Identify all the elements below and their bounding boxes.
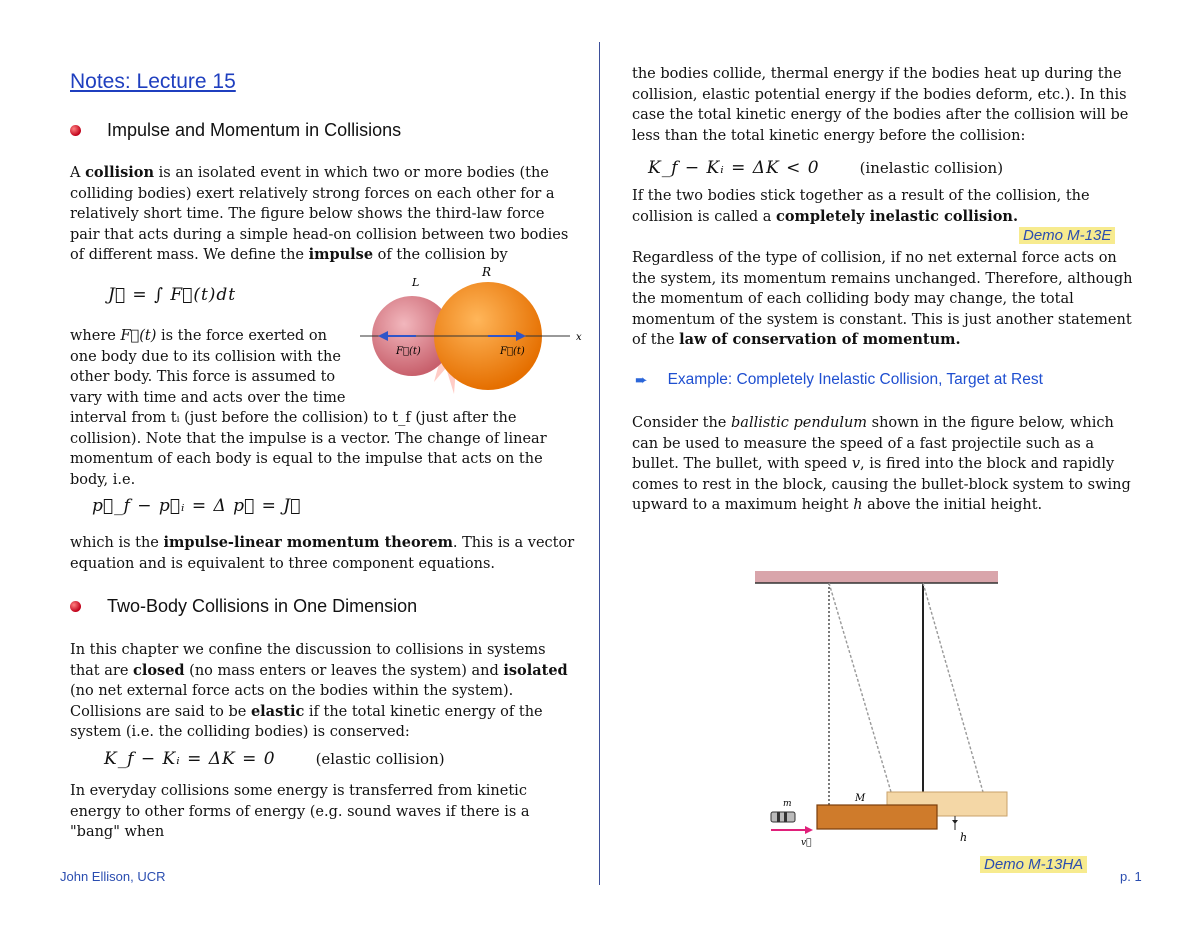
label-v: v⃗ [801,838,812,848]
paragraph-conservation: Regardless of the type of collision, if no net external force acts on the system, its momentum remains unchanged. Therefore, although the momentum of each colliding body may change, the total momentum of the system is constant. This is just another statement of the law of conservation of momentum. [632,250,1133,348]
paragraph-completely-inelastic: If the two bodies stick together as a result of the collision, the collision is called a completely inelastic collision. [632,188,1090,225]
equation-momentum: p⃗_f − p⃗ᵢ = Δ p⃗ = J⃗ [92,496,302,516]
column-divider [599,42,600,885]
paragraph-closed-isolated: In this chapter we confine the discussion to collisions in systems that are closed (no mass enters or leaves the system) and isolated (no net external force acts on the bodies within the system). Collisions are said to be elastic if the total kinetic energy of the system (i.e. the colliding bodies) is conserved: [70,642,568,740]
ceiling-beam [755,571,998,583]
footer-author: John Ellison, UCR [60,869,166,884]
bullet-icon [70,125,81,136]
axis-label-x: x [576,332,582,343]
example-heading-text: Example: Completely Inelastic Collision, Target at Rest [667,371,1043,388]
bullet-icon [70,601,81,612]
section-heading-impulse [70,120,401,141]
velocity-arrow [771,826,813,834]
label-m: m [783,799,792,809]
label-h: h [960,831,968,844]
section-heading-text: Impulse and Momentum in Collisions [107,120,402,140]
label-L: L [412,276,420,289]
ballistic-pendulum-figure [755,568,1015,853]
example-heading [635,371,1043,389]
paragraph-force-description: where F⃗(t) is the force exerted on one body due to its collision with the other body. This force is assumed to vary with time and acts over the time [70,328,346,406]
demo-badge-m13e: Demo M-13E [1019,227,1115,244]
equation-elastic: K_f − Kᵢ = ΔK = 0 (elastic collision) [104,749,445,769]
paragraph-impulse-vector: interval from tᵢ (just before the collision) to t_f (just after the collision). Note that the impulse is a vector. The change of linear momentum of each body is equal to the impulse that acts on the body, i.e. [70,410,547,488]
arrow-right-icon: ➨ [635,372,648,389]
equation-inelastic: K_f − Kᵢ = ΔK < 0 (inelastic collision) [648,158,1004,178]
label-M: M [855,793,866,804]
footer-page-number: p. 1 [1120,869,1142,884]
paragraph-energy-forms: the bodies collide, thermal energy if the bodies heat up during the collision, elastic potential energy if the bodies deform, etc.). In this case the total kinetic energy of the bodies after the collision will be less than the total kinetic energy before the collision: [632,66,1129,144]
string-swung-right [923,583,983,792]
paragraph-collision-definition: A collision is an isolated event in which two or more bodies (the colliding bodies) exert relatively strong forces on each other for a relatively short time. The figure below shows the third-law force pair that acts during a simple head-on collision between two bodies of different mass. We define the impulse of the collision by [70,164,569,263]
page-title: Notes: Lecture 15 [70,70,236,93]
force-label-left: F⃗(t) [396,346,421,357]
section-heading-text: Two-Body Collisions in One Dimension [107,596,418,616]
section-heading-two-body [70,596,417,617]
demo-badge-m13ha: Demo M-13HA [980,856,1087,873]
string-swung-left [829,583,891,792]
force-label-right: F⃗(t) [500,346,525,357]
block-rest [817,805,937,829]
paragraph-ballistic-pendulum: Consider the ballistic pendulum shown in the figure below, which can be used to measure the speed of a fast projectile such as a bullet. The bullet, with speed v, is fired into the block and rapidly comes to rest in the block, causing the bullet-block system to swing upward to a maximum height h above the initial height. [632,415,1131,513]
paragraph-theorem: which is the impulse-linear momentum theorem. This is a vector equation and is equivalent to three component equations. [70,534,575,572]
bullet [771,812,795,822]
collision-figure [360,262,588,410]
paragraph-everyday-collisions: In everyday collisions some energy is transferred from kinetic energy to other forms of energy (e.g. sound waves if there is a "bang" when [70,783,530,840]
label-R: R [482,265,492,279]
equation-impulse: J⃗ = ∫ F⃗(t)dt [108,285,237,305]
